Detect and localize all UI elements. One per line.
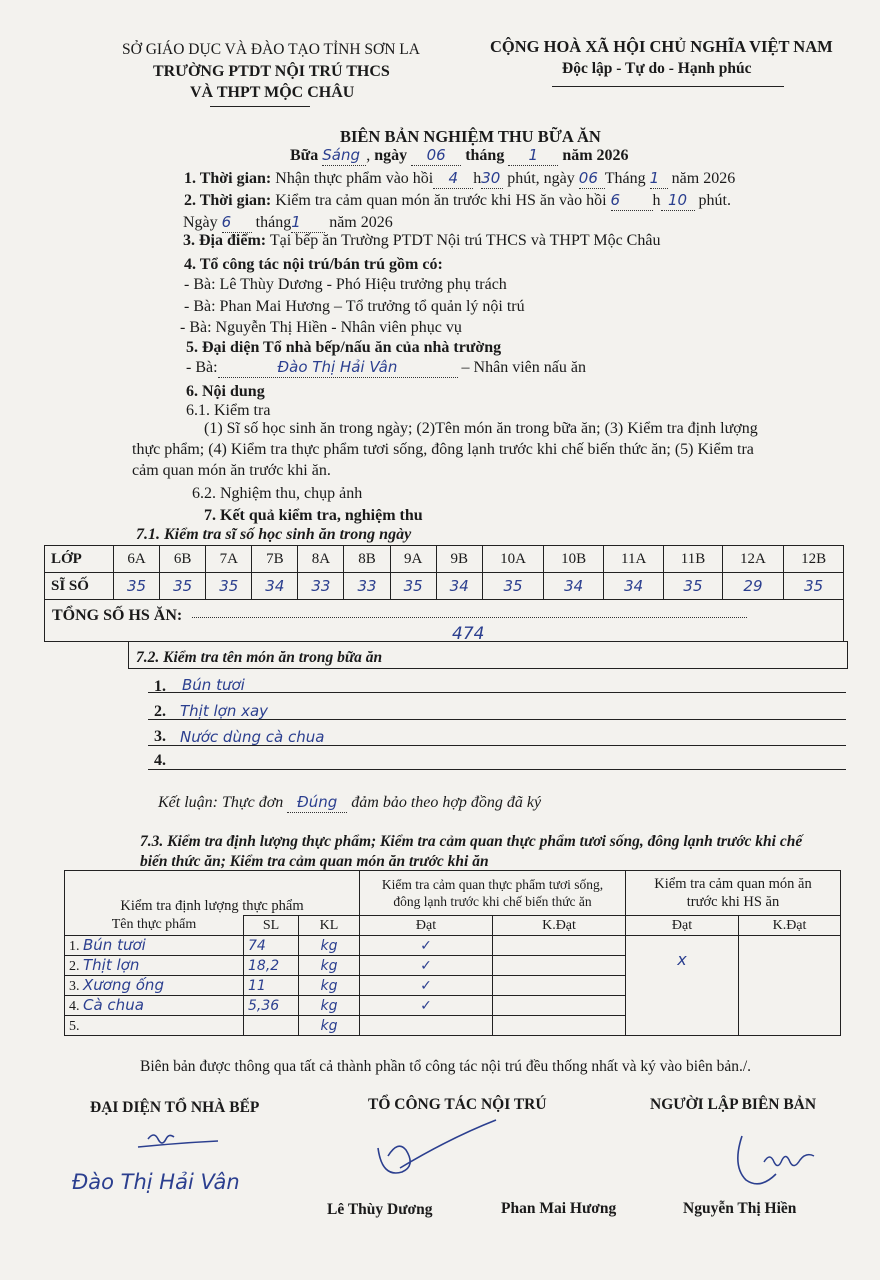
kitchen-signature-name: Đào Thị Hải Vân [72,1170,240,1194]
food-num: 4. [69,999,80,1014]
class-name: 7B [252,546,298,573]
food-kdat [493,996,626,1016]
food-num: 3. [69,979,80,994]
class-count: 34 [252,573,298,600]
content-sub1: 6.1. Kiểm tra [186,402,271,419]
class-name: 12A [722,546,784,573]
class-name: 10A [482,546,544,573]
header-right-underline [552,86,784,87]
food-sl: 74 [244,936,299,956]
time2-nam: năm 2026 [329,214,393,231]
food-name-cell [65,1016,244,1036]
t73-header-row2 [65,916,841,936]
food-dat: ✓ [360,996,493,1016]
t73-h-kdat: K.Đạt [493,916,626,936]
food-kdat [493,936,626,956]
class-count: 35 [482,573,544,600]
meal-month: 1 [528,146,539,164]
t73-h-food: Tên thực phẩm [65,916,244,936]
meal-check-kdat [739,936,841,1036]
meal-check-dat: x [626,936,739,1036]
section-7-2-title: 7.2. Kiểm tra tên món ăn trong bữa ăn [136,649,383,666]
total-value: 474 [452,624,485,644]
dish-num: 2. [154,703,166,720]
class-name: 8B [344,546,390,573]
t73-col-b-text: Kiểm tra cảm quan thực phẩm tươi sống, đông lạnh trước khi chế biến thức ăn [381,877,604,909]
class-row [45,546,844,573]
class-name: 11B [664,546,722,573]
class-name: 9A [390,546,436,573]
meal-month-label: tháng [465,147,505,164]
class-count: 35 [114,573,160,600]
header-right-line2: Độc lập - Tự do - Hạnh phúc [562,60,752,77]
food-kl: kg [299,1016,360,1036]
food-sl: 5,36 [244,996,299,1016]
food-kdat [493,956,626,976]
document-title: BIÊN BẢN NGHIỆM THU BỮA ĂN [340,127,601,146]
class-count: 34 [604,573,664,600]
kitchen-prefix: - Bà: [186,359,218,376]
dish-num: 1. [154,678,166,695]
time2-minute: 10 [668,191,688,209]
t73-header-row1 [65,871,841,916]
time1-text-d: Tháng [604,170,646,187]
conclusion-value: Đúng [297,793,338,811]
time2-ngay: Ngày [183,214,218,231]
header-left-line1: SỞ GIÁO DỤC VÀ ĐÀO TẠO TỈNH SƠN LA [122,41,420,58]
class-count: 35 [664,573,722,600]
dish-name: Thịt lợn xay [180,702,269,720]
time1-text-e: năm 2026 [671,170,736,187]
team-member-2: - Bà: Phan Mai Hương – Tổ trưởng tổ quản lý nội trú [184,298,525,315]
class-name: 7A [206,546,252,573]
header-right-line1: CỘNG HOÀ XÃ HỘI CHỦ NGHĨA VIỆT NAM [490,37,833,56]
t73-h-meal-dat: Đạt [626,916,739,936]
conclusion-line [158,793,541,813]
time2-thang: tháng [255,214,292,231]
food-num: 1. [69,939,80,954]
time2-text-a: Kiểm tra cảm quan món ăn trước khi HS ăn vào hồi [275,192,607,209]
food-num: 2. [69,959,80,974]
food-sl: 18,2 [244,956,299,976]
class-count: 34 [436,573,482,600]
food-row [65,936,841,956]
time2-text-b: h [652,192,661,209]
time1-text-a: Nhận thực phẩm vào hồi [275,170,434,187]
location-text: Tại bếp ăn Trường PTDT Nội trú THCS và THPT Mộc Châu [269,232,661,249]
kitchen-line [186,358,586,378]
section-7-3-title-2: biến thức ăn; Kiểm tra cảm quan món ăn trước khi ăn [140,853,489,870]
class-count: 33 [344,573,390,600]
sig-member1-name: Lê Thùy Dương [327,1201,433,1218]
author-signature [724,1128,834,1188]
time1-minute: 30 [481,169,501,187]
kitchen-heading: 5. Đại diện Tổ nhà bếp/nấu ăn của nhà trường [186,339,502,356]
t73-h-dat: Đạt [360,916,493,936]
class-name: 6A [114,546,160,573]
content-para-2: thực phẩm; (4) Kiểm tra thực phẩm tươi sống, đông lạnh trước khi chế biến thức ăn; (5) Kiểm tra [132,441,754,458]
time2-hour: 6 [610,191,621,209]
dish-line [148,692,846,693]
total-label: TỔNG SỐ HS ĂN: [52,607,183,624]
time1-month: 1 [649,169,660,187]
food-name-cell [65,996,244,1016]
food-kl: kg [299,936,360,956]
food-name-cell [65,976,244,996]
total-dots [192,617,747,618]
class-count: 29 [722,573,784,600]
dish-line [148,719,846,720]
time2-line [184,191,731,211]
time2-date-line [183,213,393,233]
kitchen-signature [120,1125,230,1165]
count-row-label: SĨ SỐ [45,573,114,600]
t73-col-c [626,871,841,916]
meal-value: Sáng [322,146,361,164]
class-count: 35 [390,573,436,600]
team-heading: 4. Tổ công tác nội trú/bán trú gồm có: [184,256,443,273]
class-count: 33 [298,573,344,600]
class-name: 10B [544,546,604,573]
time1-text-b: h [473,170,482,187]
dish-num: 4. [154,752,166,769]
meal-line: Bữa Sáng , ngày 06 tháng 1 năm 2026 [290,146,629,164]
food-kdat [493,1016,626,1036]
food-dat: ✓ [360,956,493,976]
section-7-3-title-1: 7.3. Kiểm tra định lượng thực phẩm; Kiểm tra cảm quan thực phẩm tươi sống, đông lạnh trước khi chế [140,833,803,850]
food-num: 5. [69,1019,80,1034]
class-name: 11A [604,546,664,573]
class-name: 6B [160,546,206,573]
food-sl [244,1016,299,1036]
time2-label: 2. Thời gian: [184,192,272,209]
food-name: Bún tươi [83,936,146,954]
section-7-1-title: 7.1. Kiểm tra sĩ số học sinh ăn trong ngày [136,526,412,543]
class-name: 8A [298,546,344,573]
food-dat: ✓ [360,976,493,996]
food-kl: kg [299,996,360,1016]
class-count: 35 [206,573,252,600]
count-row [45,573,844,600]
food-name-cell [65,936,244,956]
conclusion-text-a: Kết luận: Thực đơn [158,794,284,811]
class-count: 35 [160,573,206,600]
kitchen-role: – Nhân viên nấu ăn [461,359,586,376]
header-left-line2: TRƯỜNG PTDT NỘI TRÚ THCS [153,63,390,80]
sig-author-name: Nguyễn Thị Hiền [683,1200,797,1217]
time1-day: 06 [578,169,598,187]
food-dat: ✓ [360,936,493,956]
food-name: Thịt lợn [83,956,140,974]
kitchen-name: Đào Thị Hải Vân [277,358,398,376]
t73-col-b [360,871,626,916]
class-count: 35 [784,573,844,600]
dish-name: Bún tươi [182,676,245,694]
dish-num: 3. [154,728,166,745]
time1-label: 1. Thời gian: [184,170,272,187]
food-kl: kg [299,976,360,996]
food-name-cell [65,956,244,976]
team-member-3: - Bà: Nguyễn Thị Hiền - Nhân viên phục vụ [180,319,462,336]
dish-name: Nước dùng cà chua [180,728,325,746]
food-kl: kg [299,956,360,976]
food-dat [360,1016,493,1036]
content-sub2: 6.2. Nghiệm thu, chụp ảnh [192,485,363,502]
time1-text-c: phút, ngày [507,170,575,187]
t73-col-a-text: Kiểm tra định lượng thực phẩm [120,898,304,914]
food-sl: 11 [244,976,299,996]
location-line [183,232,660,250]
sig-team-title: TỔ CÔNG TÁC NỘI TRÚ [368,1096,547,1113]
meal-year: năm 2026 [562,147,629,164]
class-count: 34 [544,573,604,600]
time2-month: 1 [291,213,301,231]
class-count-table [44,545,844,600]
header-left-underline [210,106,310,107]
t73-col-a [65,871,360,916]
content-para-1: (1) Sĩ số học sinh ăn trong ngày; (2)Tên món ăn trong bữa ăn; (3) Kiểm tra định lượng [204,420,758,437]
food-name: Cà chua [83,996,144,1014]
food-name: Xương ống [83,976,164,994]
meal-day: 06 [426,146,446,164]
t73-h-sl: SL [244,916,299,936]
header-left-line3: VÀ THPT MỘC CHÂU [190,84,355,101]
sig-author-title: NGƯỜI LẬP BIÊN BẢN [650,1096,817,1113]
results-heading: 7. Kết quả kiểm tra, nghiệm thu [204,507,423,524]
team-signature [364,1118,504,1188]
class-name: 9B [436,546,482,573]
t73-h-meal-kdat: K.Đạt [739,916,841,936]
class-row-label: LỚP [45,546,114,573]
meal-label: Bữa [290,147,319,164]
content-para-3: cảm quan món ăn trước khi ăn. [132,462,331,479]
food-kdat [493,976,626,996]
conclusion-text-b: đảm bảo theo hợp đồng đã ký [351,794,542,811]
time1-line [184,169,735,189]
meal-day-label: ngày [374,147,408,164]
dish-line [148,769,846,770]
dish-line [148,745,846,746]
t73-col-c-text: Kiểm tra cảm quan món ăn trước khi HS ăn [654,876,812,910]
content-heading: 6. Nội dung [186,383,265,400]
time2-day: 6 [221,213,232,231]
food-check-table [64,870,841,1036]
time2-text-c: phút. [698,192,731,209]
sig-kitchen-title: ĐẠI DIỆN TỔ NHÀ BẾP [90,1099,260,1116]
sig-member2-name: Phan Mai Hương [501,1200,617,1217]
class-name: 12B [784,546,844,573]
time1-hour: 4 [448,169,458,187]
location-label: 3. Địa điểm: [183,232,267,249]
team-member-1: - Bà: Lê Thùy Dương - Phó Hiệu trưởng phụ trách [184,276,507,293]
t73-h-kl: KL [299,916,360,936]
closing-text: Biên bản được thông qua tất cả thành phần tổ công tác nội trú đều thống nhất và ký vào biên bản./. [140,1058,752,1075]
